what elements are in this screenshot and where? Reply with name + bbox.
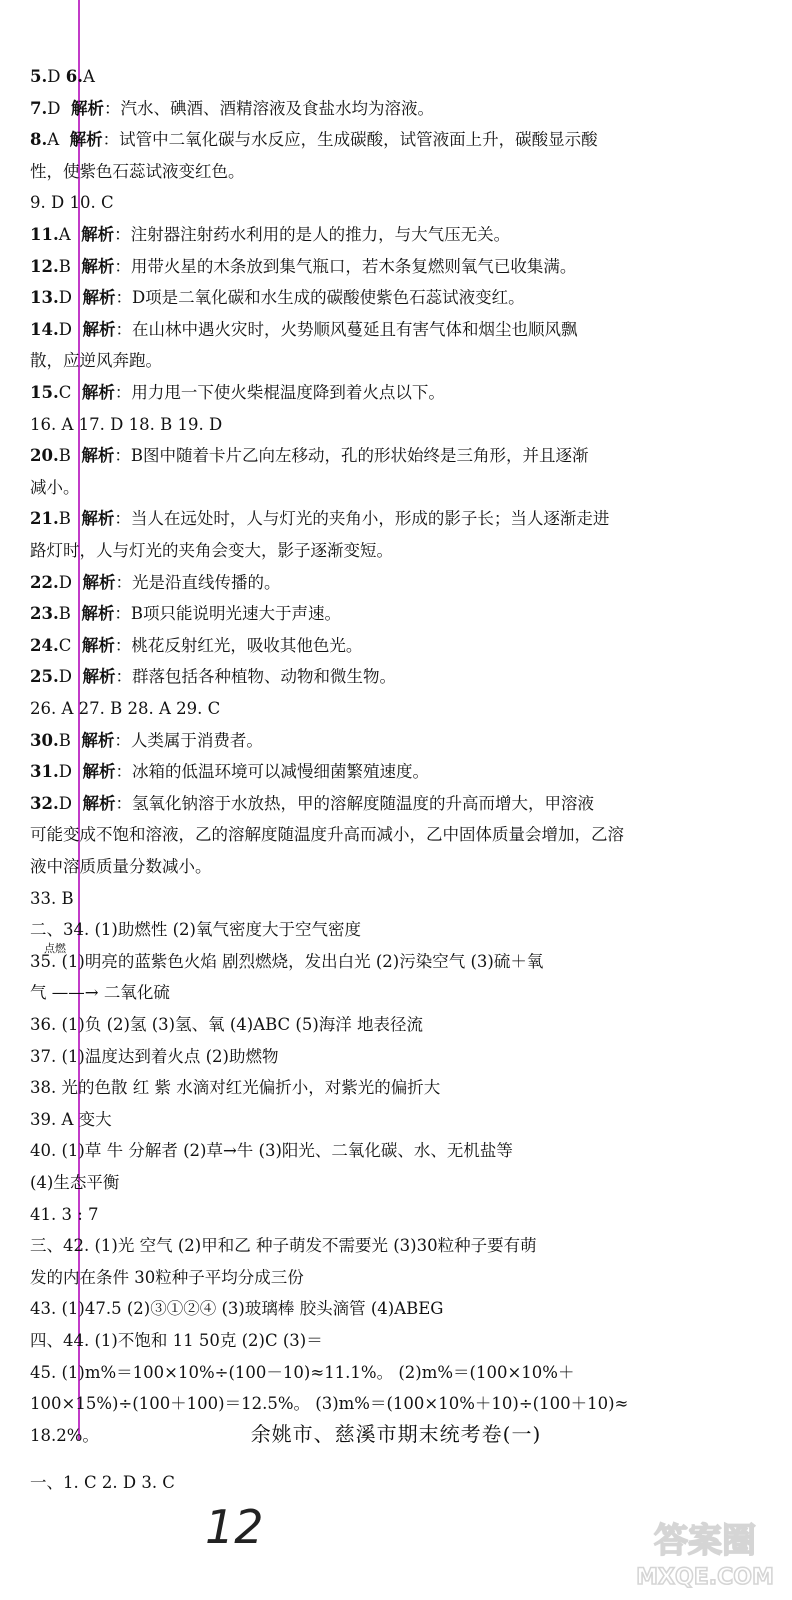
answer-choice: B — [58, 256, 71, 276]
analysis-label: 解析 — [82, 319, 116, 339]
answer-text: 9. D 10. C — [30, 193, 114, 213]
answer-line — [30, 224, 510, 246]
question-number: 23. — [30, 604, 59, 624]
answer-choice: D — [58, 762, 72, 782]
analysis-text: ：D项是二氧化碳和水生成的碳酸使紫色石蕊试液变红。 — [115, 288, 525, 308]
analysis-text: ：用带火星的木条放到集气瓶口，若木条复燃则氧气已收集满。 — [114, 256, 577, 276]
answer-text: 36. (1)负 (2)氢 (3)氢、氧 (4)ABC (5)海洋 地表径流 — [30, 1015, 424, 1034]
answer-choice: D — [58, 319, 72, 339]
question-number: 15. — [30, 383, 59, 402]
answer-text: 18.2%。 — [30, 1425, 99, 1445]
answer-line — [30, 856, 212, 878]
answer-line — [30, 1046, 278, 1068]
answer-line — [30, 982, 170, 1004]
answer-text: 33. B — [30, 888, 74, 908]
analysis-text: ：注射器注射药水利用的是人的推力，与大气压无关。 — [114, 225, 511, 244]
analysis-text: ：试管中二氧化碳与水反应，生成碳酸，试管液面上升，碳酸显示酸 — [102, 130, 598, 150]
answer-line — [30, 445, 589, 467]
answer-line — [30, 824, 624, 846]
question-number: 25. — [30, 667, 59, 687]
answer-line — [30, 350, 162, 372]
answer-text: 发的内在条件 30粒种子平均分成三份 — [30, 1267, 304, 1287]
answer-line — [30, 761, 429, 783]
question-number: 12. — [30, 256, 59, 276]
watermark-top-text: 答案圈 — [654, 1521, 756, 1561]
answer-choice: D — [58, 572, 72, 592]
answer-choice: D — [58, 288, 72, 308]
analysis-text: ：当人在远处时，人与灯光的夹角小，形成的影子长；当人逐渐走进 — [114, 509, 610, 529]
answer-text: 37. (1)温度达到着火点 (2)助燃物 — [30, 1046, 279, 1066]
answer-text: 性，使紫色石蕊试液变红色。 — [30, 161, 245, 181]
answer-line — [30, 1140, 513, 1162]
handwritten-page-number: 12 — [205, 1500, 264, 1554]
answer-line — [30, 951, 543, 973]
answer-text: 路灯时，人与灯光的夹角会变大，影子逐渐变短。 — [30, 541, 393, 560]
answer-choice: B — [58, 509, 71, 529]
answer-line — [30, 1393, 628, 1415]
analysis-label: 解析 — [82, 667, 116, 687]
answer-line — [30, 508, 609, 530]
answer-text: 100×15%)÷(100＋100)＝12.5%。 (3)m%＝(100×10%＋10)÷(100＋10)≈ — [30, 1394, 629, 1414]
question-number: 11. — [30, 225, 59, 244]
reaction-condition-label: 点燃 — [44, 942, 66, 955]
answer-text: 四、44. (1)不饱和 11 50克 (2)C (3)＝ — [30, 1331, 323, 1350]
watermark-logo — [630, 1512, 780, 1592]
question-number: 8. — [30, 130, 48, 150]
answer-text: 气 ——→ 二氧化硫 — [30, 983, 170, 1003]
answer-choice: C — [58, 383, 72, 402]
watermark-bottom-text: MXQE.COM — [636, 1565, 774, 1590]
answer-text: 35. (1)明亮的蓝紫色火焰 剧烈燃烧，发出白光 (2)污染空气 (3)硫＋氧 — [30, 951, 544, 971]
answer-choice: B — [58, 604, 71, 624]
answer-line — [30, 129, 598, 151]
answer-choice: B — [58, 730, 71, 750]
section-title: 余姚市、慈溪市期末统考卷(一) — [250, 1422, 542, 1446]
question-number: 30. — [30, 730, 59, 750]
answer-line — [30, 287, 525, 309]
last-answer-line: 一、1. C 2. D 3. C — [30, 1473, 175, 1492]
answer-line — [30, 382, 445, 404]
answer-line — [30, 1330, 323, 1352]
analysis-label: 解析 — [82, 762, 116, 782]
answer-text: D — [47, 67, 66, 86]
analysis-label: 解析 — [82, 793, 116, 813]
analysis-text: ：冰箱的低温环境可以减慢细菌繁殖速度。 — [115, 762, 429, 782]
answer-text: 41. 3 : 7 — [30, 1204, 99, 1224]
answer-line — [30, 1077, 440, 1099]
analysis-text: ：汽水、碘酒、酒精溶液及食盐水均为溶液。 — [103, 98, 434, 118]
answer-line — [30, 635, 362, 657]
analysis-label: 解析 — [81, 730, 115, 750]
answer-line — [30, 730, 263, 752]
answer-choice: D — [47, 98, 61, 118]
answer-line — [30, 540, 393, 562]
answer-line — [30, 572, 280, 594]
answer-line — [30, 1014, 423, 1036]
question-number: 21. — [30, 509, 59, 529]
answer-line — [30, 1267, 304, 1289]
answer-text: A — [82, 67, 95, 86]
analysis-label: 解析 — [70, 98, 104, 118]
answer-line — [30, 1109, 112, 1131]
answer-text: 45. (1)m%＝100×10%÷(100－10)≈11.1%。 (2)m%＝(100×10%＋ — [30, 1362, 575, 1382]
question-number: 14. — [30, 319, 59, 339]
answer-line — [30, 1235, 537, 1257]
analysis-text: ：在山林中遇火灾时，火势顺风蔓延且有害气体和烟尘也顺风飘 — [115, 319, 578, 339]
answer-line — [30, 66, 95, 88]
answer-line — [30, 666, 396, 688]
answer-choice: C — [58, 635, 72, 655]
answer-line — [30, 477, 80, 499]
answer-choice: B — [58, 446, 71, 466]
analysis-label: 解析 — [81, 446, 115, 466]
question-number: 31. — [30, 762, 59, 782]
answer-line — [30, 319, 577, 341]
answer-text: 可能变成不饱和溶液，乙的溶解度随温度升高而减小，乙中固体质量会增加，乙溶 — [30, 825, 624, 845]
analysis-text: ：人类属于消费者。 — [114, 730, 263, 750]
answer-choice: A — [47, 130, 60, 150]
analysis-label: 解析 — [81, 225, 115, 244]
question-number: 7. — [30, 98, 48, 118]
question-number: 13. — [30, 288, 59, 308]
answer-text: 39. A 变大 — [30, 1109, 112, 1129]
question-number: 20. — [30, 446, 59, 466]
answer-text: 液中溶质质量分数减小。 — [30, 857, 212, 876]
answer-text: 26. A 27. B 28. A 29. C — [30, 699, 221, 718]
analysis-label: 解析 — [81, 509, 115, 529]
analysis-label: 解析 — [81, 604, 115, 624]
answer-text: 6. — [65, 67, 83, 86]
answer-line — [30, 1298, 443, 1320]
answer-text: 减小。 — [30, 477, 80, 497]
answer-choice: D — [58, 793, 72, 813]
question-number: 5. — [30, 67, 48, 86]
answer-line — [30, 192, 114, 214]
answer-line — [30, 1362, 574, 1384]
answer-choice: A — [58, 225, 71, 244]
analysis-label: 解析 — [82, 572, 116, 592]
answer-line — [30, 888, 74, 910]
answer-text: 三、42. (1)光 空气 (2)甲和乙 种子萌发不需要光 (3)30粒种子要有萌 — [30, 1236, 537, 1256]
answer-line — [30, 919, 361, 941]
answer-text: 16. A 17. D 18. B 19. D — [30, 414, 223, 434]
answer-line — [30, 1204, 99, 1226]
answer-text: 38. 光的色散 红 紫 水滴对红光偏折小，对紫光的偏折大 — [30, 1078, 441, 1098]
answer-line — [30, 1172, 119, 1194]
analysis-label: 解析 — [81, 635, 115, 655]
analysis-text: ：B项只能说明光速大于声速。 — [114, 604, 341, 624]
analysis-text: ：桃花反射红光，吸收其他色光。 — [114, 635, 363, 655]
analysis-text: ：B图中随着卡片乙向左移动，孔的形状始终是三角形，并且逐渐 — [114, 446, 589, 466]
analysis-label: 解析 — [81, 256, 115, 276]
answer-text: 40. (1)草 牛 分解者 (2)草→牛 (3)阳光、二氧化碳、水、无机盐等 — [30, 1141, 513, 1161]
answer-line — [30, 698, 220, 720]
analysis-label: 解析 — [69, 130, 103, 150]
question-number: 24. — [30, 635, 59, 655]
question-number: 22. — [30, 572, 59, 592]
answer-text: 散，应逆风奔跑。 — [30, 351, 162, 371]
analysis-label: 解析 — [82, 288, 116, 308]
answer-text: 二、34. (1)助燃性 (2)氧气密度大于空气密度 — [30, 920, 361, 940]
analysis-label: 解析 — [81, 383, 115, 402]
analysis-text: ：光是沿直线传播的。 — [115, 572, 281, 592]
answer-choice: D — [58, 667, 72, 687]
answer-text: (4)生态平衡 — [30, 1173, 120, 1192]
answer-line — [30, 414, 222, 436]
analysis-text: ：群落包括各种植物、动物和微生物。 — [115, 667, 396, 687]
analysis-text: ：氢氧化钠溶于水放热，甲的溶解度随温度的升高而增大，甲溶液 — [115, 793, 594, 813]
answer-line — [30, 603, 341, 625]
answer-text: 43. (1)47.5 (2)③①②④ (3)玻璃棒 胶头滴管 (4)ABEG — [30, 1299, 444, 1319]
question-number: 32. — [30, 793, 59, 813]
analysis-text: ：用力甩一下使火柴棍温度降到着火点以下。 — [114, 383, 445, 402]
answer-line — [30, 98, 434, 120]
answer-line — [30, 256, 576, 278]
answer-line — [30, 793, 594, 815]
answer-line — [30, 161, 245, 183]
